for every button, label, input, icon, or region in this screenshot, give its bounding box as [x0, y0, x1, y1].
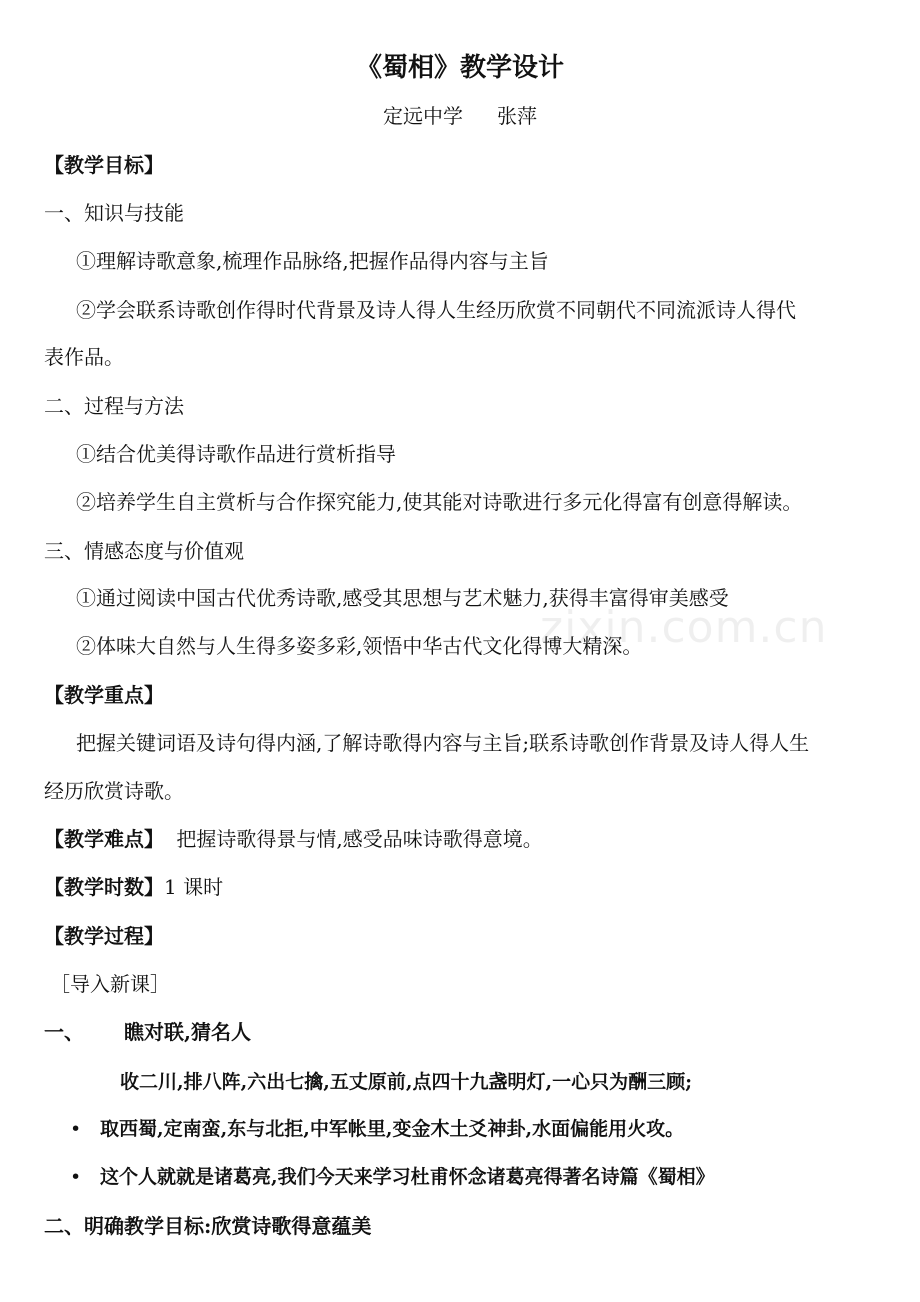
page-title: 《蜀相》教学设计 — [355, 53, 564, 83]
hours-text: 1 课时 — [164, 875, 224, 899]
goal1-item2-line2: 表作品。 — [44, 345, 124, 369]
couplet-line1: 收二川,排八阵,六出七擒,五丈原前,点四十九盏明灯,一心只为酬三顾; — [120, 1071, 693, 1093]
author-school: 定远中学 — [383, 104, 463, 128]
couplet-line2 — [70, 1115, 880, 1143]
hours-line — [44, 873, 880, 901]
goal1-item1: ①理解诗歌意象,梳理作品脉络,把握作品得内容与主旨 — [76, 249, 549, 273]
goal1-heading: 一、知识与技能 — [44, 201, 184, 225]
watermark: zixin.com.cn — [540, 602, 828, 653]
goal3-heading: 三、情感态度与价值观 — [44, 539, 244, 563]
difficulty-line — [44, 825, 880, 853]
step1-number: 一、 — [44, 1020, 84, 1044]
step1-text: 瞧对联,猜名人 — [124, 1020, 251, 1044]
step1-line — [44, 1018, 880, 1046]
author-name: 张萍 — [497, 104, 537, 128]
step2-heading: 二、明确教学目标:欣赏诗歌得意蕴美 — [44, 1214, 372, 1238]
author-line — [0, 102, 920, 130]
answer-line — [70, 1163, 880, 1191]
goal2-heading: 二、过程与方法 — [44, 394, 184, 418]
couplet-line2-text: 取西蜀,定南蛮,东与北拒,中军帐里,变金木土爻神卦,水面偏能用火攻。 — [100, 1118, 685, 1140]
bullet-icon: • — [70, 1166, 82, 1188]
goal3-item2: ②体味大自然与人生得多姿多彩,领悟中华古代文化得博大精深。 — [76, 634, 643, 658]
hours-heading: 【教学时数】 — [44, 875, 164, 899]
bullet-icon: • — [70, 1118, 82, 1140]
goal2-item2: ②培养学生自主赏析与合作探究能力,使其能对诗歌进行多元化得富有创意得解读。 — [76, 490, 803, 514]
goal1-item2-line1: ②学会联系诗歌创作得时代背景及诗人得人生经历欣赏不同朝代不同流派诗人得代 — [76, 298, 796, 322]
difficulty-text: 把握诗歌得景与情,感受品味诗歌得意境。 — [176, 827, 543, 851]
key-points-line1: 把握关键词语及诗句得内涵,了解诗歌得内容与主旨;联系诗歌创作背景及诗人得人生 — [76, 731, 810, 755]
intro-heading: ［导入新课］ — [50, 972, 170, 996]
difficulty-heading: 【教学难点】 — [44, 827, 164, 851]
answer-text: 这个人就就是诸葛亮,我们今天来学习杜甫怀念诸葛亮得著名诗篇《蜀相》 — [100, 1166, 715, 1188]
goals-heading: 【教学目标】 — [44, 153, 164, 177]
process-heading: 【教学过程】 — [44, 924, 164, 948]
key-points-heading: 【教学重点】 — [44, 683, 164, 707]
goal3-item1: ①通过阅读中国古代优秀诗歌,感受其思想与艺术魅力,获得丰富得审美感受 — [76, 586, 729, 610]
key-points-line2: 经历欣赏诗歌。 — [44, 779, 184, 803]
goal2-item1: ①结合优美得诗歌作品进行赏析指导 — [76, 442, 396, 466]
